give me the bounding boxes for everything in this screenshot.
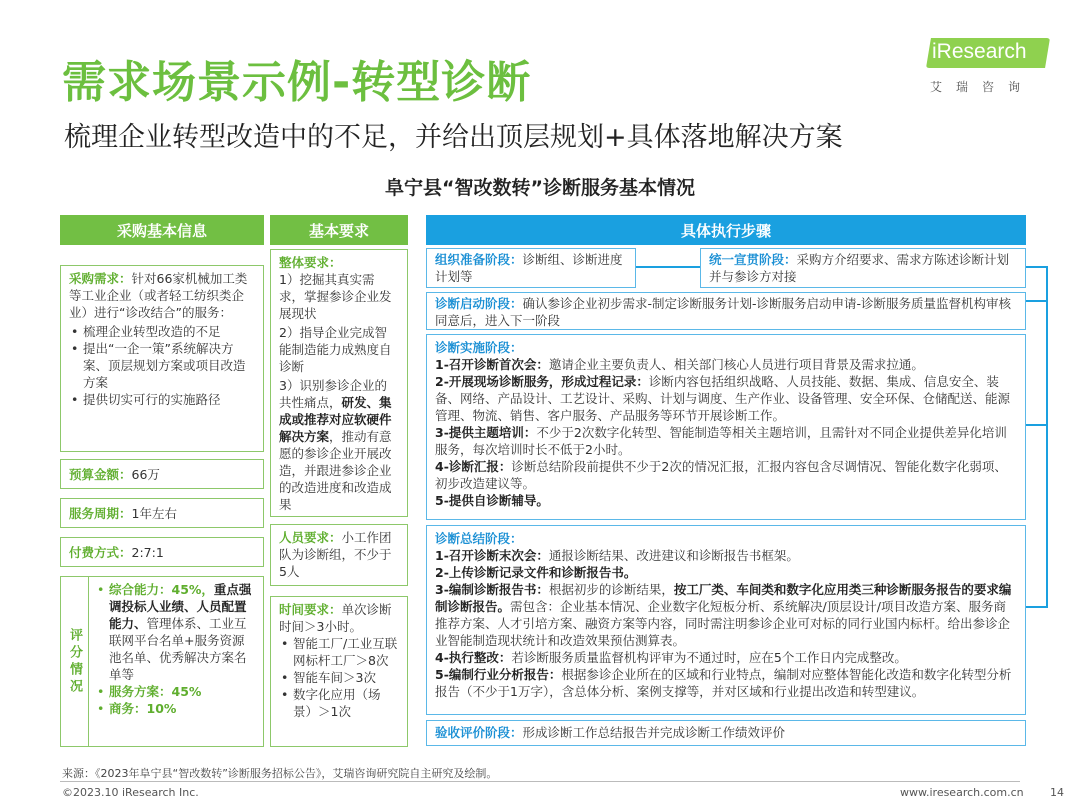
list-item: • 提出“一企一策”系统解决方案、顶层规划方案或项目改造方案 (69, 340, 255, 391)
column-header-requirements: 基本要求 (270, 215, 408, 245)
copyright: ©2023.10 iResearch Inc. (62, 786, 199, 799)
overall-item: 3）识别参诊企业的共性痛点，研发、集成或推荐对应软硬件解决方案，推动有意愿的参诊企业开展改造，并跟进参诊企业的改造进度和改造成果 (279, 378, 392, 512)
flow-connector (1046, 266, 1048, 608)
flow-connector (1026, 424, 1048, 426)
page-number: 14 (1050, 786, 1064, 799)
time-items (279, 635, 399, 720)
logo-text: iResearch (932, 40, 1027, 63)
iresearch-logo (926, 38, 1050, 94)
procurement-demand-box (60, 265, 264, 452)
list-item: • 数字化应用（场景）＞1次 (279, 686, 399, 720)
flow-connector (1026, 266, 1048, 268)
overall-item: 2）指导企业完成智能制造能力成熟度自诊断 (279, 325, 392, 374)
procurement-items (69, 323, 255, 408)
implementation-stage-box: 诊断实施阶段： 1-召开诊断首次会：邀请企业主要负责人、相关部门核心人员进行项目背景及需求拉通。 2-开展现场诊断服务，形成过程记录：诊断内容包括组织战略、人员技能、数据、集成、信息安全、装备、网络、产品设计、工艺设计、采购、计划与调度、生产作业、设备管理、安全环保、仓储配送、能源管理、物流、销售、客户服务、产品服务等环节开展诊断工作。 3-提供主题培训：不少于2次数字化转型、智能制造等相关主题培训，且需针对不同企业提供差异化培训服务，每次培训时长不低于2小时。 4-诊断汇报：诊断总结阶段前提供不少于2次的情况汇报，汇报内容包含尽调情况、智能化数字化弱项、初步改造建议等。 5-提供自诊断辅导。 (426, 334, 1026, 520)
flow-connector (1026, 300, 1048, 302)
scoring-items (95, 581, 255, 717)
staff-requirements-box: 人员要求：小工作团队为诊断组，不少于5人 (270, 524, 408, 586)
list-item: • 提供切实可行的实施路径 (69, 391, 255, 408)
launch-stage-box: 诊断启动阶段：确认参诊企业初步需求-制定诊断服务计划-诊断服务启动申请-诊断服务质量监督机构审核同意后，进入下一阶段 (426, 292, 1026, 330)
procurement-demand: 采购需求：针对66家机械加工类等工业企业（或者轻工纺织类企业）进行“诊改结合”的服务： (69, 271, 248, 320)
page-title: 需求场景示例-转型诊断 (62, 57, 532, 108)
scoring-label: 评分情况 (61, 577, 89, 746)
summary-item: 5-编制行业分析报告：根据参诊企业所在的区域和行业特点，编制对应整体智能化改造和数字化转型分析报告（不少于1万字），含总体分析、案例支撑等，并对区域和行业提出改造和转型建议。 (435, 667, 1012, 699)
logo-subtitle: 艾瑞咨询 (930, 80, 1035, 94)
prep-stage-box: 组织准备阶段：诊断组、诊断进度计划等 (426, 248, 636, 288)
page-subtitle: 梳理企业转型改造中的不足，并给出顶层规划+具体落地解决方案 (64, 122, 843, 153)
source-note: 来源：《2023年阜宁县“智改数转”诊断服务招标公告》，艾瑞咨询研究院自主研究及绘制。 (62, 767, 498, 780)
summary-item: 4-执行整改：若诊断服务质量监督机构评审为不通过时，应在5个工作日内完成整改。 (435, 650, 907, 665)
table-title: 阜宁县“智改数转”诊断服务基本情况 (385, 177, 695, 199)
summary-item: 3-编制诊断报告书：根据初步的诊断结果，按工厂类、车间类和数字化应用类三种诊断服务报告的要求编制诊断报告。需包含：企业基本情况、企业数字化短板分析、系统解决/顶层设计/项目改造方案、服务商推荐方案、人才引培方案、融资方案等内容，同时需注明参诊企业可对标的同行业国内标杆。给出参诊企业智能制造现状统计和改造效果预估测算表。 (435, 582, 1012, 648)
footer-divider (60, 781, 1020, 782)
list-item: • 服务方案：45% (95, 683, 255, 700)
list-item: • 综合能力：45%，重点强调投标人业绩、人员配置能力、管理体系、工业互联网平台名单+服务资源池名单、优秀解决方案名单等 (95, 581, 255, 683)
overall-requirements-box (270, 249, 408, 517)
impl-item: 1-召开诊断首次会：邀请企业主要负责人、相关部门核心人员进行项目背景及需求拉通。 (435, 357, 924, 372)
overall-item: 1）挖掘其真实需求，掌握参诊企业发展现状 (279, 272, 392, 321)
flow-connector (1026, 606, 1048, 608)
acceptance-stage-box: 验收评价阶段：形成诊断工作总结报告并完成诊断工作绩效评价 (426, 720, 1026, 746)
list-item: • 梳理企业转型改造的不足 (69, 323, 255, 340)
budget-box: 预算金额：66万 (60, 459, 264, 489)
summary-item: 2-上传诊断记录文件和诊断报告书。 (435, 565, 637, 580)
publicize-stage-box: 统一宣贯阶段：采购方介绍要求、需求方陈述诊断计划并与参诊方对接 (700, 248, 1026, 288)
summary-stage-box: 诊断总结阶段： 1-召开诊断末次会：通报诊断结果、改进建议和诊断报告书框架。 2-上传诊断记录文件和诊断报告书。 3-编制诊断报告书：根据初步的诊断结果，按工厂类、车间类和数字化应用类三种诊断服务报告的要求编制诊断报告。需包含：企业基本情况、企业数字化短板分析、系统解决/顶层设计/项目改造方案、服务商推荐方案、人才引培方案、融资方案等内容，同时需注明参诊企业可对标的同行业国内标杆。给出参诊企业智能制造现状统计和改造效果预估测算表。 4-执行整改：若诊断服务质量监督机构评审为不通过时，应在5个工作日内完成整改。 5-编制行业分析报告：根据参诊企业所在的区域和行业特点，编制对应整体智能化改造和数字化转型分析报告（不少于1万字），含总体分析、案例支撑等，并对区域和行业提出改造和转型建议。 (426, 525, 1026, 715)
column-header-steps: 具体执行步骤 (426, 215, 1026, 245)
footer-url: www.iresearch.com.cn (900, 786, 1024, 799)
scoring-box (60, 576, 264, 747)
flow-arrow (636, 266, 700, 268)
impl-item: 3-提供主题培训：不少于2次数字化转型、智能制造等相关主题培训，且需针对不同企业提供差异化培训服务，每次培训时长不低于2小时。 (435, 425, 1007, 457)
list-item: • 商务：10% (95, 700, 255, 717)
payment-box: 付费方式：2:7:1 (60, 537, 264, 567)
overall-key: 整体要求： (279, 255, 342, 270)
impl-item: 4-诊断汇报：诊断总结阶段前提供不少于2次的情况汇报，汇报内容包含尽调情况、智能化数字化弱项、初步改造建议等。 (435, 459, 1007, 491)
column-header-procurement: 采购基本信息 (60, 215, 264, 245)
impl-item: 5-提供自诊断辅导。 (435, 493, 549, 508)
time-requirements-box: 时间要求：单次诊断时间＞3小时。 • 智能工厂/工业互联网标杆工厂＞8次 • 智能车间＞3次 • 数字化应用（场景）＞1次 (270, 596, 408, 747)
impl-item: 2-开展现场诊断服务，形成过程记录：诊断内容包括组织战略、人员技能、数据、集成、信息安全、装备、网络、产品设计、工艺设计、采购、计划与调度、生产作业、设备管理、安全环保、仓储配送、能源管理、物流、销售、客户服务、产品服务等环节开展诊断工作。 (435, 374, 1011, 423)
summary-item: 1-召开诊断末次会：通报诊断结果、改进建议和诊断报告书框架。 (435, 548, 799, 563)
period-box: 服务周期：1年左右 (60, 498, 264, 528)
list-item: • 智能车间＞3次 (279, 669, 399, 686)
list-item: • 智能工厂/工业互联网标杆工厂＞8次 (279, 635, 399, 669)
